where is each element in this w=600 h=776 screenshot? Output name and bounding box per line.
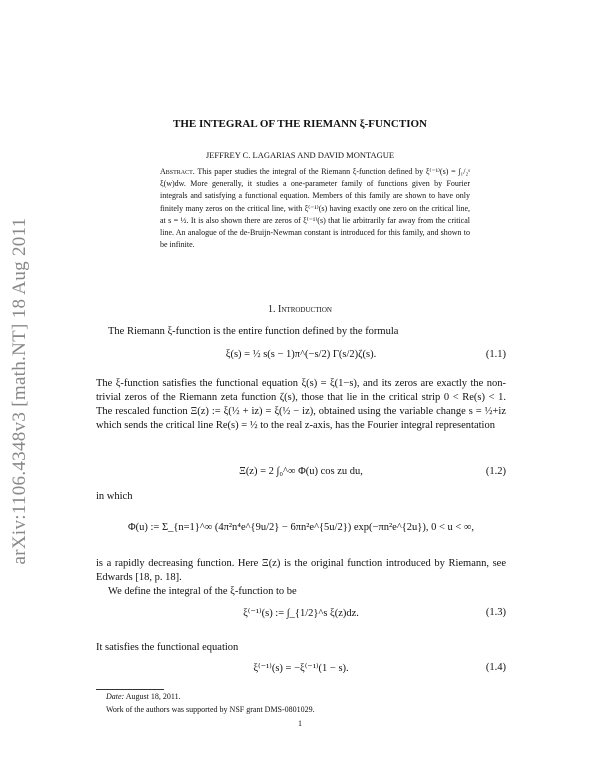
equation-number: (1.3) bbox=[485, 607, 506, 618]
equation-formula: ξ⁽⁻¹⁾(s) := ∫_{1/2}^s ξ(z)dz. bbox=[243, 608, 359, 619]
paragraph: The ξ-function satisfies the functional equation ξ(s) = ξ(1−s), and its zeros are exactly the non-trivial zeros of the Riemann zeta function ζ(s), those that lie in the critical strip 0 < Re(s) < 1. The rescaled function Ξ(z) := ξ(½ + iz) = ξ(½ − iz), obtained using the variable change s = ½+iz which sends the critical line Re(s) = ½ to the real z-axis, has the Fourier integral representation bbox=[96, 378, 506, 431]
paper-title: THE INTEGRAL OF THE RIEMANN ξ-FUNCTION bbox=[173, 118, 427, 130]
paragraph: is a rapidly decreasing function. Here Ξ(z) is the original function introduced by Riemann, see Edwards [18, p. 18]. bbox=[96, 558, 506, 583]
equation-number: (1.4) bbox=[485, 662, 506, 673]
paragraph: in which bbox=[96, 491, 133, 502]
paragraph: We define the integral of the ξ-function to be bbox=[108, 586, 297, 597]
abstract-label: Abstract. bbox=[160, 167, 195, 176]
abstract-text: This paper studies the integral of the Riemann ξ-function defined by ξ⁽⁻¹⁾(s) = ∫₁/₂ˢ ξ(w)dw. More generally, it studies a one-parameter family of functions given by Fourier integrals and satisfying a functional equation. Members of this family are shown to have only finitely many zeros on the critical line, with ξ⁽⁻¹⁾(s) having exactly one zero on the critical line, at s = ½. It is also shown there are zeros of ξ⁽⁻¹⁾(s) that lie arbitrarily far away from the critical line. An analogue of the de-Bruijn-Newman constant is introduced for this family, and shown to be infinite. bbox=[160, 167, 470, 250]
equation-number: (1.1) bbox=[485, 349, 506, 360]
paragraph: The Riemann ξ-function is the entire function defined by the formula bbox=[108, 326, 399, 337]
equation-formula: ξ(s) = ½ s(s − 1)π^(−s/2) Γ(s/2)ζ(s). bbox=[225, 349, 377, 360]
arxiv-stamp: arXiv:1106.4348v3 [math.NT] 18 Aug 2011 bbox=[9, 217, 30, 565]
abstract bbox=[160, 166, 470, 251]
footnote-funding: Work of the authors was supported by NSF grant DMS-0801029. bbox=[106, 705, 315, 714]
footnote-date-value: August 18, 2011. bbox=[125, 692, 181, 701]
section-heading: 1. Introduction bbox=[268, 304, 332, 315]
footnote-rule bbox=[96, 689, 164, 690]
equation-formula: Ξ(z) = 2 ∫₀^∞ Φ(u) cos zu du, bbox=[239, 466, 363, 477]
paragraph: It satisfies the functional equation bbox=[96, 642, 239, 653]
footnote-date bbox=[106, 692, 181, 701]
equation-number: (1.2) bbox=[485, 466, 506, 477]
footnote-date-label: Date: bbox=[106, 692, 125, 701]
equation-formula: ξ⁽⁻¹⁾(s) = −ξ⁽⁻¹⁾(1 − s). bbox=[253, 663, 349, 674]
authors: JEFFREY C. LAGARIAS AND DAVID MONTAGUE bbox=[205, 150, 395, 160]
equation-formula: Φ(u) := Σ_{n=1}^∞ (4π²n⁴e^{9u/2} − 6πn²e^{5u/2}) exp(−πn²e^{2u}), 0 < u < ∞, bbox=[127, 522, 475, 533]
page-number: 1 bbox=[298, 719, 302, 728]
